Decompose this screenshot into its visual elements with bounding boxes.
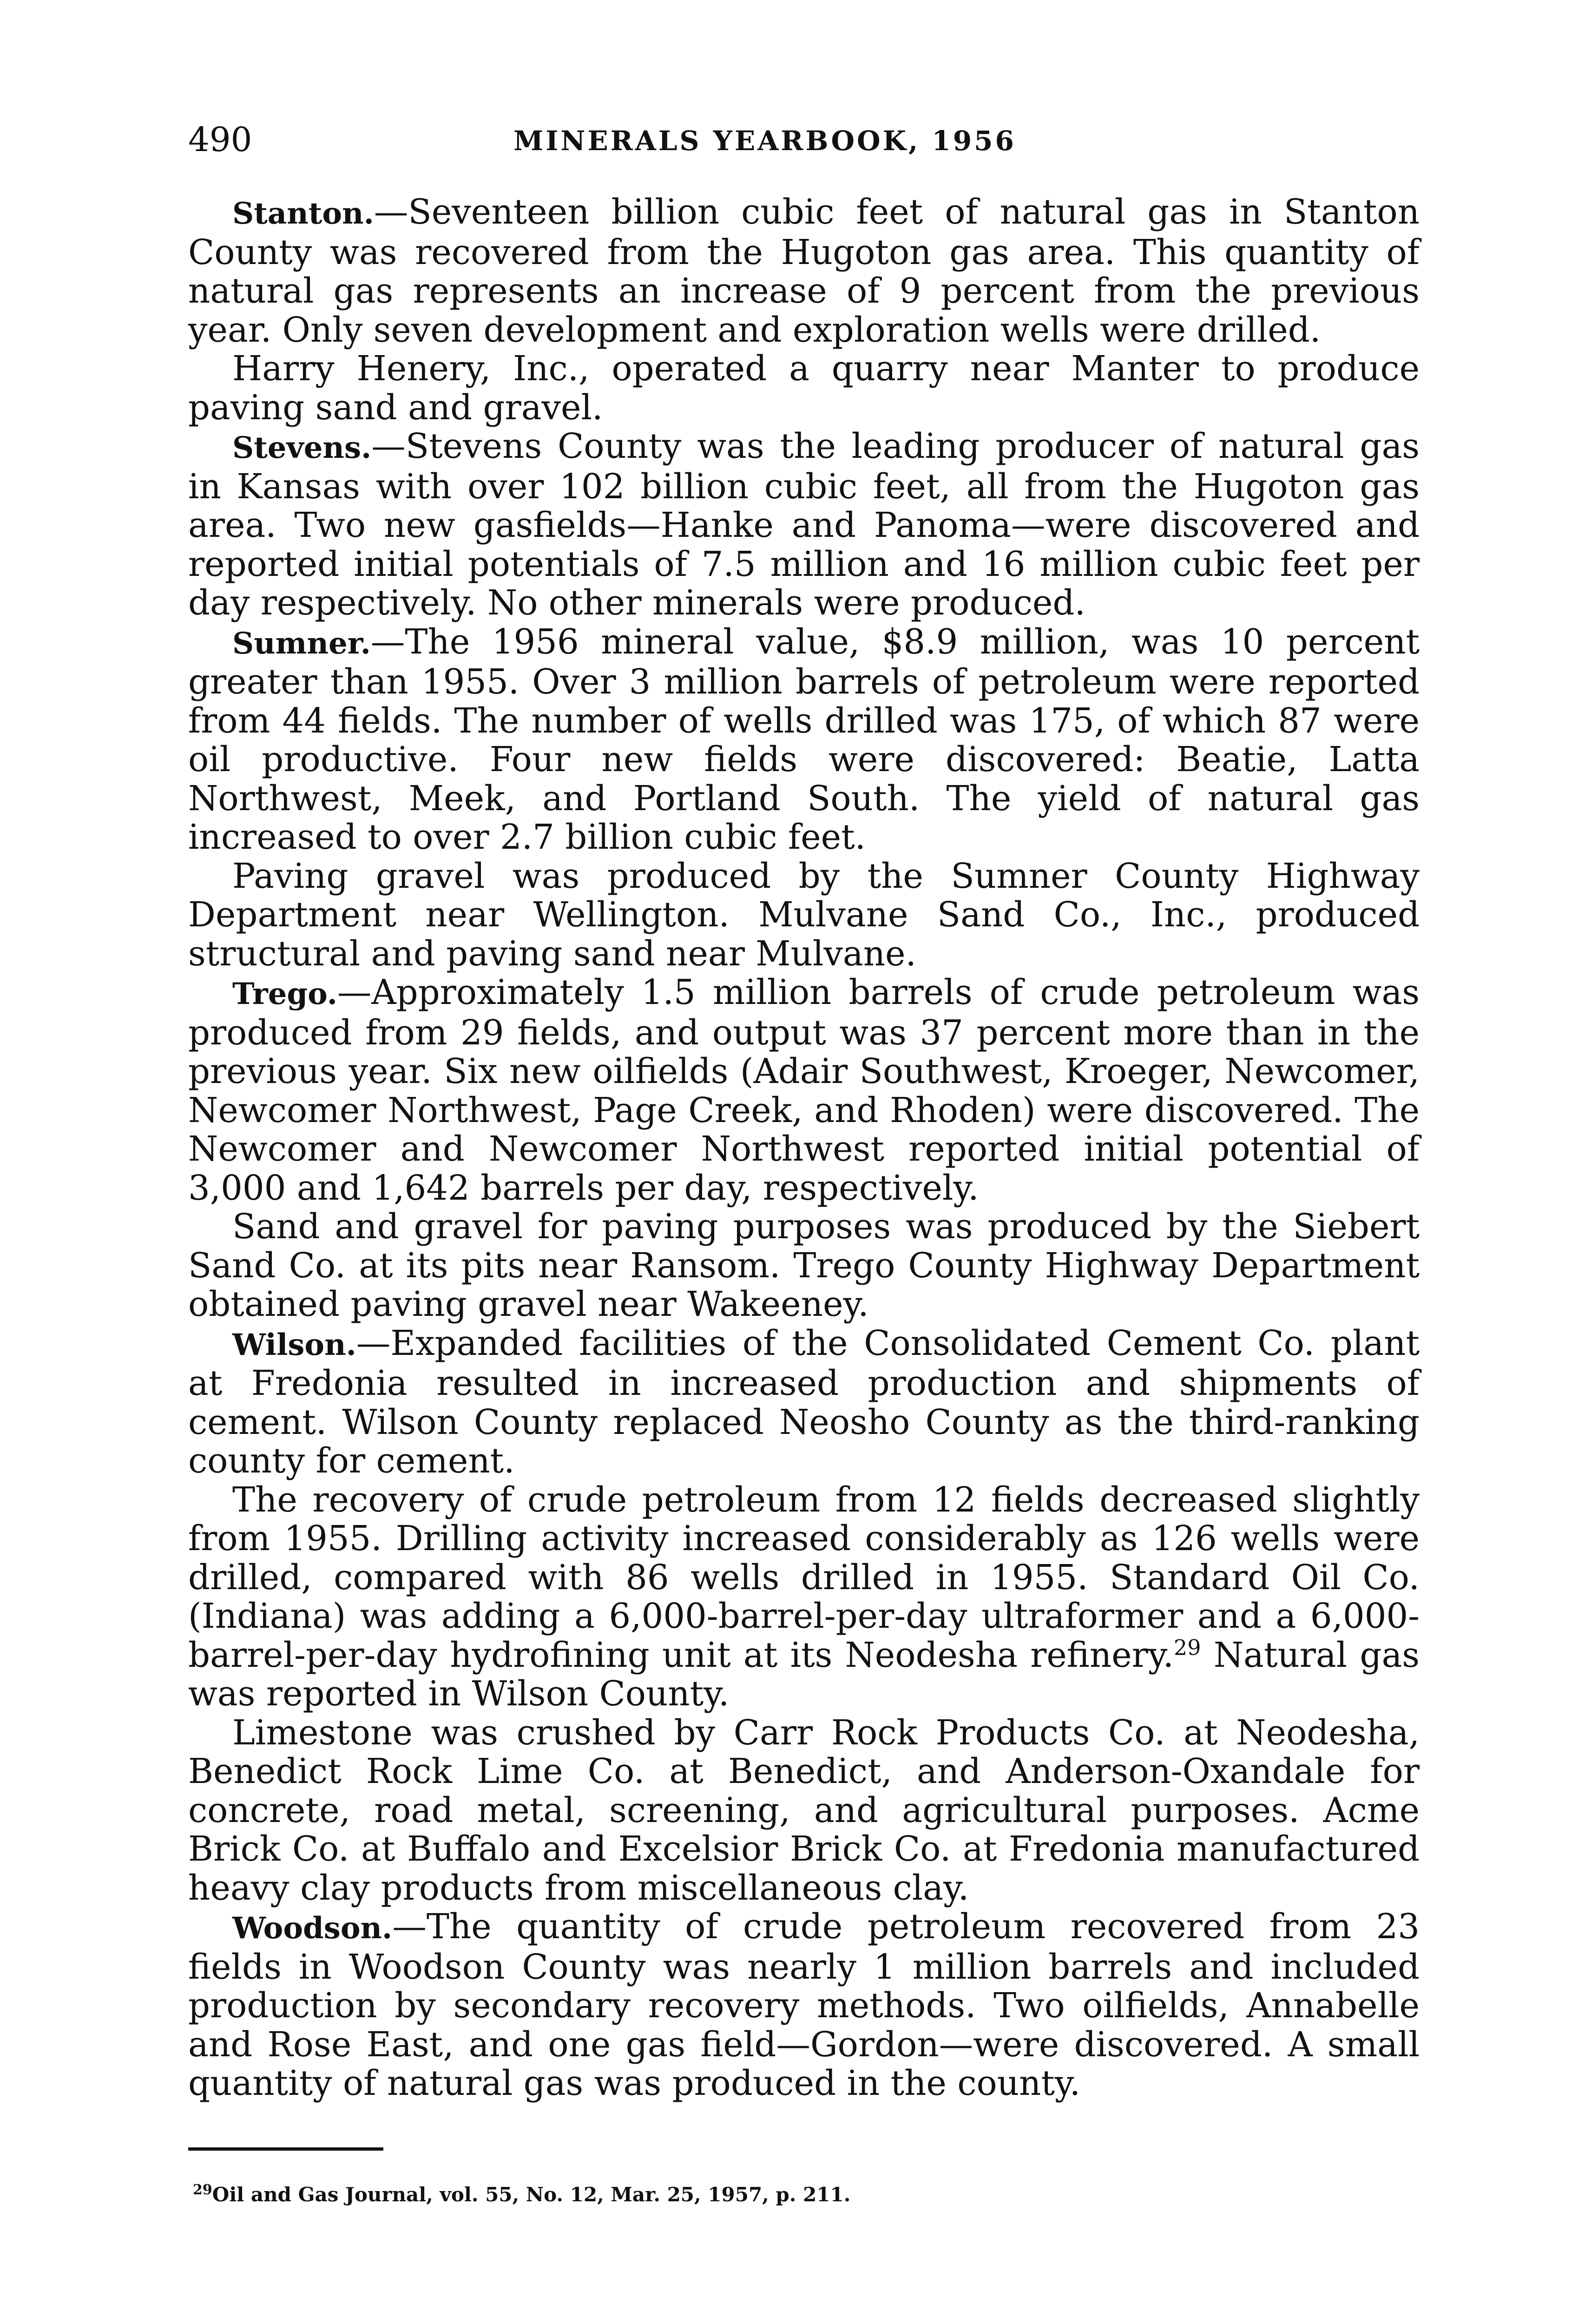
sumner-text: —The 1956 mineral value, $8.9 million, was 10 percent greater than 1955. Over 3 million barrels of petroleum were reported from 44 fields. The number of wells drilled was 175, of which 87 were oil productive. Four new fields were discovered: Beatie, Latta Northwest, Meek, and Portland South. The yield of natural gas increased to over 2.7 billion cubic feet.	[188, 622, 1420, 857]
stanton-text: —Seventeen billion cubic feet of natural gas in Stanton County was recovered from the Hugoton gas area. This quantity of natural gas represents an increase of 9 percent from the previous year. Only seven development and exploration wells were drilled.	[188, 192, 1420, 350]
woodson-text: —The quantity of crude petroleum recovered from 23 fields in Woodson County was nearly 1 million barrels and included production by secondary recovery methods. Two oilfields, Annabelle and Rose East, and one gas field—Gordon—were discovered. A small quantity of natural gas was produced in the county.	[188, 1907, 1420, 2103]
page-header	[188, 119, 1420, 174]
stanton-text-2: Harry Henery, Inc., operated a quarry near Manter to produce paving sand and gravel.	[188, 349, 1420, 428]
stanton-paragraph-2	[188, 350, 1420, 427]
wilson-text: —Expanded facilities of the Consolidated Cement Co. plant at Fredonia resulted in increased production and shipments of cement. Wilson County replaced Neosho County as the third-ranking county for cement.	[188, 1323, 1420, 1481]
wilson-paragraph	[188, 1324, 1420, 1481]
page	[188, 119, 1420, 2209]
sumner-heading: Sumner.	[232, 626, 371, 661]
footnote-mark: 29	[193, 2181, 212, 2198]
wilson-paragraph-3	[188, 1714, 1420, 1908]
stanton-paragraph	[188, 193, 1420, 350]
wilson-text-2b: Natural gas was reported in Wilson County.	[188, 1635, 1420, 1714]
wilson-paragraph-2	[188, 1481, 1420, 1714]
stevens-paragraph	[188, 427, 1420, 623]
woodson-heading: Woodson.	[232, 1911, 393, 1946]
sumner-text-2: Paving gravel was produced by the Sumner County Highway Department near Wellington. Mulvane Sand Co., Inc., produced structural and paving sand near Mulvane.	[188, 856, 1420, 974]
woodson-paragraph	[188, 1908, 1420, 2103]
running-title: MINERALS YEARBOOK, 1956	[513, 125, 1016, 157]
stevens-text: —Stevens County was the leading producer of natural gas in Kansas with over 102 billion cubic feet, all from the Hugoton gas area. Two new gasfields—Hanke and Panoma—were discovered and reported initial potentials of 7.5 million and 16 million cubic feet per day respectively. No other minerals were produced.	[188, 427, 1420, 623]
wilson-text-3: Limestone was crushed by Carr Rock Products Co. at Neodesha, Benedict Rock Lime Co. at Benedict, and Anderson-Oxandale for concrete, road metal, screening, and agricultural purposes. Acme Brick Co. at Buffalo and Excelsior Brick Co. at Fredonia manufactured heavy clay products from miscellaneous clay.	[188, 1713, 1420, 1908]
trego-text-2: Sand and gravel for paving purposes was produced by the Siebert Sand Co. at its pits near Ransom. Trego County Highway Department obtained paving gravel near Wakeeney.	[188, 1207, 1420, 1324]
footnote-reference: 29	[1173, 1635, 1201, 1660]
sumner-paragraph	[188, 623, 1420, 857]
stanton-heading: Stanton.	[232, 196, 374, 231]
sumner-paragraph-2	[188, 857, 1420, 974]
article-body	[188, 193, 1420, 2103]
trego-paragraph-2	[188, 1208, 1420, 1324]
footnote-text: Oil and Gas Journal, vol. 55, No. 12, Mar. 25, 1957, p. 211.	[212, 2183, 851, 2206]
wilson-heading: Wilson.	[232, 1327, 356, 1362]
trego-text: —Approximately 1.5 million barrels of crude petroleum was produced from 29 fields, and output was 37 percent more than in the previous year. Six new oilfields (Adair Southwest, Kroeger, Newcomer, Newcomer Northwest, Page Creek, and Rhoden) were discovered. The Newcomer and Newcomer Northwest reported initial potential of 3,000 and 1,642 barrels per day, respectively.	[188, 973, 1420, 1208]
stevens-heading: Stevens.	[232, 430, 372, 465]
page-number: 490	[188, 120, 252, 159]
trego-paragraph	[188, 973, 1420, 1208]
wilson-text-2a: The recovery of crude petroleum from 12 fields decreased slightly from 1955. Drilling activity increased considerably as 126 wells were drilled, compared with 86 wells drilled in 1955. Standard Oil Co. (Indiana) was adding a 6,000-barrel-per-day ultraformer and a 6,000-barrel-per-day hydrofining unit at its Neodesha refinery.	[188, 1480, 1420, 1675]
footnote-divider	[188, 2147, 383, 2151]
footnote	[188, 2176, 1420, 2209]
trego-heading: Trego.	[232, 977, 337, 1011]
